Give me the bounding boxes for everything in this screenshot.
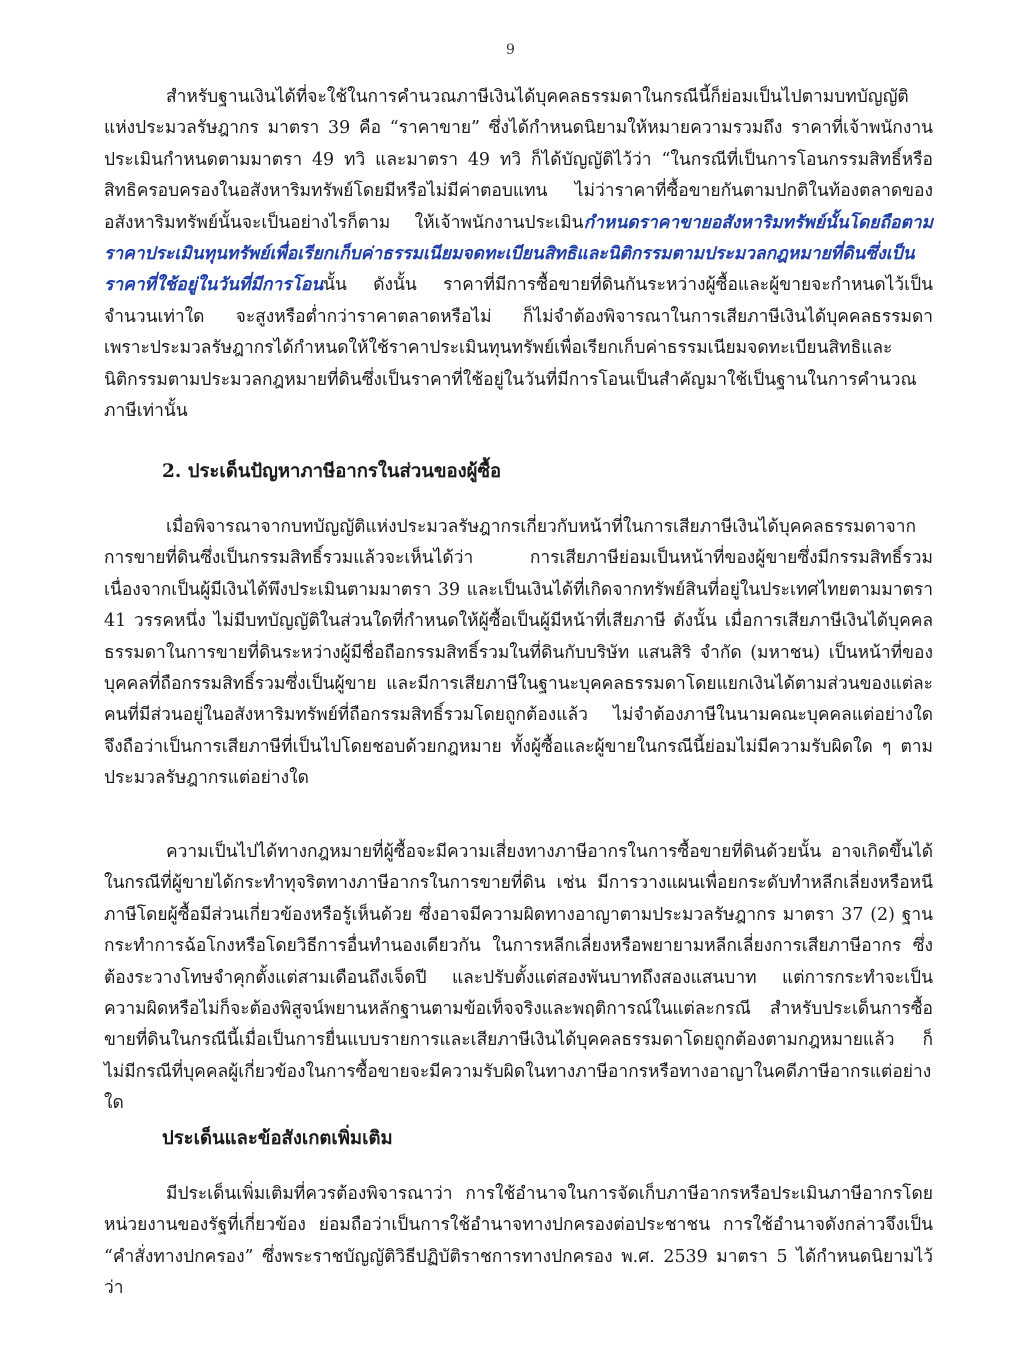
paragraph-tax-base bbox=[104, 82, 933, 427]
paragraph-tax-base-tail: นั้น ดังนั้น ราคาที่มีการซื้อขายที่ดินกันระหว่างผู้ซื้อและผู้ขายจะกำหนดไว้เป็นจำนวนเท่าใด จะสูงหรือต่ำกว่าราคาตลาดหรือไม่ ก็ไม่จำต้องพิจารณาในการเสียภาษีเงินได้บุคคลธรรมดา เพราะประมวลรัษฎากรได้กำหนดให้ใช้ราคาประเมินทุนทรัพย์เพื่อเรียกเก็บค่าธรรมเนียมจดทะเบียนสิทธิและนิติกรรมตามประมวลกฎหมายที่ดินซึ่งเป็นราคาที่ใช้อยู่ในวันที่มีการโอนเป็นสำคัญมาใช้เป็นฐานในการคำนวณภาษีเท่านั้น bbox=[104, 275, 933, 422]
paragraph-buyer-risk: ความเป็นไปได้ทางกฎหมายที่ผู้ซื้อจะมีความเสี่ยงทางภาษีอากรในการซื้อขายที่ดินด้วยนั้น อาจเกิดขึ้นได้ในกรณีที่ผู้ขายได้กระทำทุจริตทางภาษีอากรในการขายที่ดิน เช่น มีการวางแผนเพื่อยกระดับทำหลีกเลี่ยงหรือหนีภาษีโดยผู้ซื้อมีส่วนเกี่ยวข้องหรือรู้เห็นด้วย ซึ่งอาจมีความผิดทางอาญาตามประมวลรัษฎากร มาตรา 37 (2) ฐานกระทำการฉ้อโกงหรือโดยวิธีการอื่นทำนองเดียวกัน ในการหลีกเลี่ยงหรือพยายามหลีกเลี่ยงการเสียภาษีอากร ซึ่งต้องระวางโทษจำคุกตั้งแต่สามเดือนถึงเจ็ดปี และปรับตั้งแต่สองพันบาทถึงสองแสนบาท แต่การกระทำจะเป็นความผิดหรือไม่ก็จะต้องพิสูจน์พยานหลักฐานตามข้อเท็จจริงและพฤติการณ์ในแต่ละกรณี สำหรับประเด็นการซื้อขายที่ดินในกรณีนี้เมื่อเป็นการยื่นแบบรายการและเสียภาษีเงินได้บุคคลธรรมดาโดยถูกต้องตามกฎหมายแล้ว ก็ไม่มีกรณีที่บุคคลผู้เกี่ยวข้องในการซื้อขายจะมีความรับผิดในทางภาษีอากรหรือทางอาญาในคดีภาษีอากรแต่อย่างใด bbox=[104, 842, 933, 1114]
highlighted-legal-quote: กำหนดราคาขายอสังหาริมทรัพย์นั้นโดยถือตามราคาประเมินทุนทรัพย์เพื่อเรียกเก็บค่าธรรมเนียมจดทะเบียนสิทธิและนิติกรรมตามประมวลกฎหมายที่ดินซึ่งเป็นราคาที่ใช้อยู่ในวันที่มีการโอน bbox=[104, 212, 933, 296]
paragraph-buyer-duty: เมื่อพิจารณาจากบทบัญญัติแห่งประมวลรัษฎากรเกี่ยวกับหน้าที่ในการเสียภาษีเงินได้บุคคลธรรมดาจากการขายที่ดินซึ่งเป็นกรรมสิทธิ์รวมแล้วจะเห็นได้ว่า การเสียภาษีย่อมเป็นหน้าที่ของผู้ขายซึ่งมีกรรมสิทธิ์รวมเนื่องจากเป็นผู้มีเงินได้พึงประเมินตามมาตรา 39 และเป็นเงินได้ที่เกิดจากทรัพย์สินที่อยู่ในประเทศไทยตามมาตรา 41 วรรคหนึ่ง ไม่มีบทบัญญัติในส่วนใดที่กำหนดให้ผู้ซื้อเป็นผู้มีหน้าที่เสียภาษี ดังนั้น เมื่อการเสียภาษีเงินได้บุคคลธรรมดาในการขายที่ดินระหว่างผู้มีชื่อถือกรรมสิทธิ์รวมในที่ดินกับบริษัท แสนสิริ จำกัด (มหาชน) เป็นหน้าที่ของบุคคลที่ถือกรรมสิทธิ์รวมซึ่งเป็นผู้ขาย และมีการเสียภาษีในฐานะบุคคลธรรมดาโดยแยกเงินได้ตามส่วนของแต่ละคนที่มีส่วนอยู่ในอสังหาริมทรัพย์ที่ถือกรรมสิทธิ์รวมโดยถูกต้องแล้ว ไม่จำต้องภาษีในนามคณะบุคคลแต่อย่างใด จึงถือว่าเป็นการเสียภาษีที่เป็นไปโดยชอบด้วยกฎหมาย ทั้งผู้ซื้อและผู้ขายในกรณีนี้ย่อมไม่มีความรับผิดใด ๆ ตามประมวลรัษฎากรแต่อย่างใด bbox=[104, 517, 933, 789]
section-heading-buyer-tax-issues: 2. ประเด็นปัญหาภาษีอากรในส่วนของผู้ซื้อ bbox=[162, 461, 502, 482]
paragraph-administrative-order: มีประเด็นเพิ่มเติมที่ควรต้องพิจารณาว่า การใช้อำนาจในการจัดเก็บภาษีอากรหรือประเมินภาษีอากรโดยหน่วยงานของรัฐที่เกี่ยวข้อง ย่อมถือว่าเป็นการใช้อำนาจทางปกครองต่อประชาชน การใช้อำนาจดังกล่าวจึงเป็น “คำสั่งทางปกครอง” ซึ่งพระราชบัญญัติวิธีปฏิบัติราชการทางปกครอง พ.ศ. 2539 มาตรา 5 ได้กำหนดนิยามไว้ว่า bbox=[104, 1184, 933, 1299]
section-heading-additional-observations: ประเด็นและข้อสังเกตเพิ่มเติม bbox=[162, 1128, 393, 1149]
page-number: 9 bbox=[506, 42, 515, 58]
paragraph-tax-base-lead: สำหรับฐานเงินได้ที่จะใช้ในการคำนวณภาษีเงินได้บุคคลธรรมดาในกรณีนี้ก็ย่อมเป็นไปตามบทบัญญัติแห่งประมวลรัษฎากร มาตรา 39 คือ “ราคาขาย” ซึ่งได้กำหนดนิยามให้หมายความรวมถึง ราคาที่เจ้าพนักงานประเมินกำหนดตามมาตรา 49 ทวิ และมาตรา 49 ทวิ ก็ได้บัญญัติไว้ว่า “ในกรณีที่เป็นการโอนกรรมสิทธิ์หรือสิทธิครอบครองในอสังหาริมทรัพย์โดยมีหรือไม่มีค่าตอบแทน ไม่ว่าราคาที่ซื้อขายกันตามปกติในท้องตลาดของอสังหาริมทรัพย์นั้นจะเป็นอย่างไรก็ตาม ให้เจ้าพนักงานประเมิน bbox=[104, 87, 933, 233]
